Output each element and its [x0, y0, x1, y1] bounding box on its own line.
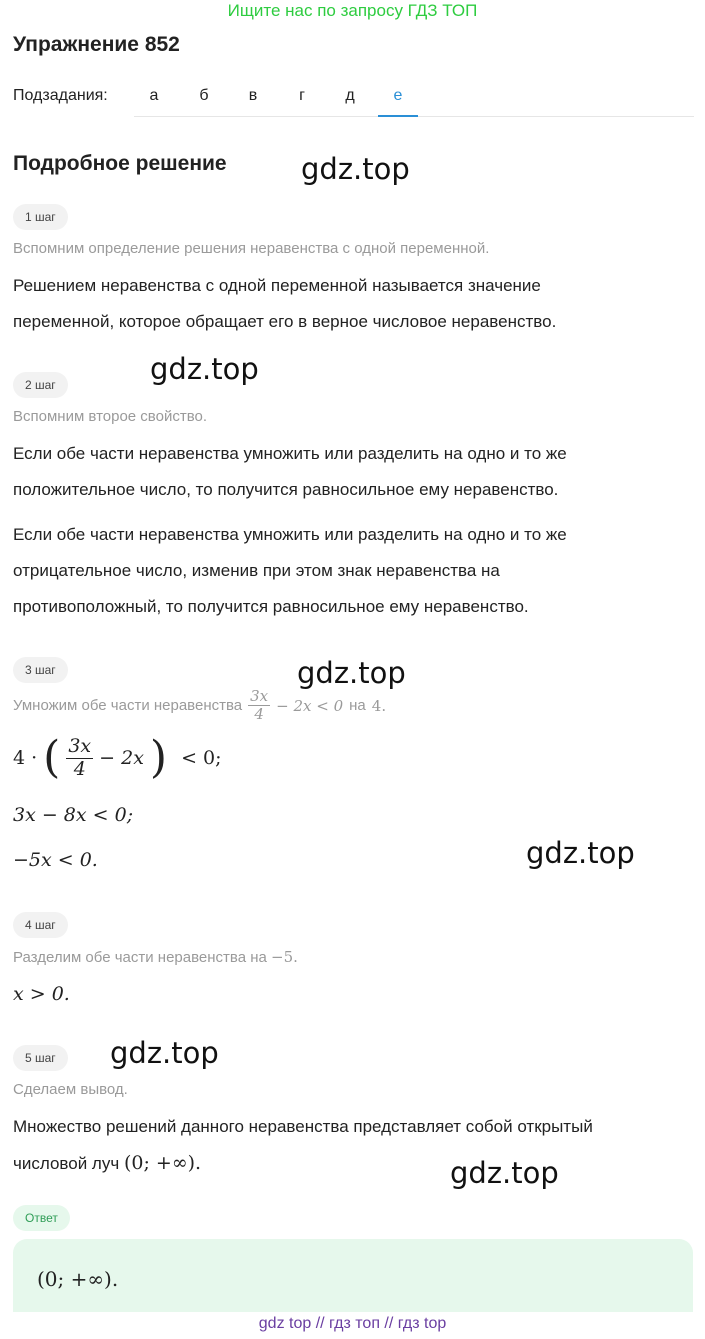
step-3-hint — [13, 688, 386, 724]
step-2-badge: 2 шаг — [13, 372, 68, 398]
step-3-badge: 3 шаг — [13, 657, 68, 683]
step-1-badge: 1 шаг — [13, 204, 68, 230]
step-2-hint: Вспомним второе свойство. — [13, 408, 208, 425]
watermark: gdz.top — [450, 1156, 559, 1190]
hint-expression: − 2x < 0 — [276, 696, 344, 715]
tab-a[interactable]: а — [149, 87, 159, 104]
watermark: gdz.top — [301, 152, 410, 186]
step-1-line-1: Решением неравенства с одной переменной называется значение — [13, 276, 541, 295]
step-2-line-4: отрицательное число, изменив при этом знак неравенства на — [13, 561, 500, 580]
step-2-line-1: Если обе части неравенства умножить или разделить на одно и то же — [13, 444, 567, 463]
step-4-hint-value: −5. — [271, 948, 298, 966]
step-3-hint-text: Умножим обе части неравенства — [13, 697, 243, 715]
tab-g[interactable]: г — [299, 87, 305, 104]
paren-open: ( — [43, 732, 61, 784]
eq1-fraction-den: 4 — [73, 757, 86, 780]
eq1-rest: < 0; — [181, 747, 222, 770]
eq1-inner: − 2x — [99, 747, 144, 770]
tab-v[interactable]: в — [248, 87, 258, 104]
hint-on: на — [349, 697, 366, 715]
step-2-line-5: противоположный, то получится равносильное ему неравенство. — [13, 597, 529, 616]
answer-value: (0; +∞). — [37, 1267, 119, 1291]
hint-fraction — [248, 688, 270, 724]
footer-links[interactable]: gdz top // гдз топ // гдз top — [0, 1312, 705, 1336]
equation-1 — [13, 732, 222, 784]
step-5-hint: Сделаем вывод. — [13, 1081, 128, 1098]
equation-2: 3x − 8x < 0; — [13, 804, 134, 826]
subtasks-tabs — [134, 76, 694, 117]
tab-b[interactable]: б — [199, 87, 209, 104]
watermark: gdz.top — [110, 1036, 219, 1070]
step-4-equation: x > 0. — [13, 983, 70, 1005]
step-4-badge: 4 шаг — [13, 912, 68, 938]
paren-close: ) — [149, 732, 168, 784]
exercise-title: Упражнение 852 — [13, 33, 180, 56]
answer-box — [13, 1239, 693, 1319]
hint-value: 4. — [371, 696, 387, 715]
step-1-hint: Вспомним определение решения неравенства с одной переменной. — [13, 240, 490, 257]
watermark: gdz.top — [297, 656, 406, 690]
eq1-prefix: 4 · — [13, 747, 38, 770]
hint-fraction-num: 3x — [250, 687, 269, 705]
watermark: gdz.top — [526, 836, 635, 870]
step-2-line-2: положительное число, то получится равносильное ему неравенство. — [13, 480, 559, 499]
equation-3: −5x < 0. — [13, 849, 98, 871]
step-5-line-2-text: числовой луч — [13, 1154, 120, 1173]
step-2-line-3: Если обе части неравенства умножить или разделить на одно и то же — [13, 525, 567, 544]
solution-title: Подробное решение — [13, 152, 227, 175]
step-5-line-2 — [13, 1145, 201, 1182]
tab-e[interactable]: е — [378, 76, 418, 117]
step-1-line-2: переменной, которое обращает его в верное числовое неравенство. — [13, 312, 557, 331]
hint-fraction-den: 4 — [254, 705, 264, 724]
tab-d[interactable]: д — [345, 87, 355, 104]
promo-banner[interactable]: Ищите нас по запросу ГДЗ ТОП — [227, 1, 478, 20]
step-5-badge: 5 шаг — [13, 1045, 68, 1071]
eq1-fraction-num: 3x — [68, 735, 92, 757]
step-5-interval: (0; +∞). — [123, 1152, 202, 1174]
step-4-hint — [13, 948, 298, 966]
answer-badge: Ответ — [13, 1205, 70, 1231]
watermark: gdz.top — [150, 352, 259, 386]
subtasks-label: Подзадания: — [13, 87, 108, 104]
eq1-fraction — [66, 736, 93, 781]
step-5-line-1: Множество решений данного неравенства представляет собой открытый — [13, 1117, 593, 1136]
step-4-hint-text: Разделим обе части неравенства на — [13, 949, 267, 966]
